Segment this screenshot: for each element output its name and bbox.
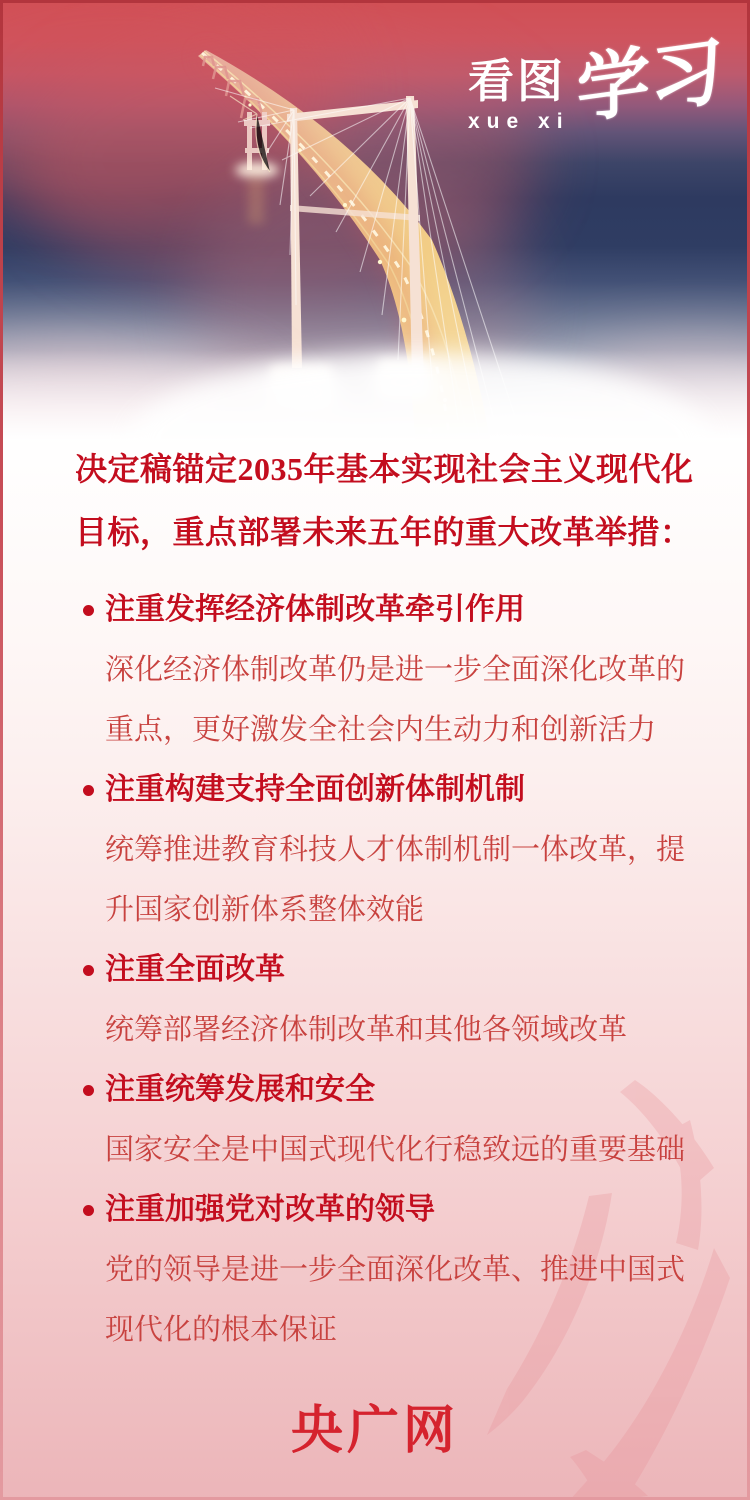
list-item <box>105 580 685 760</box>
bullet-title: 注重统筹发展和安全 <box>105 1073 375 1106</box>
bullet-title: 注重发挥经济体制改革牵引作用 <box>105 593 525 626</box>
logo-xuexi-calligraphy: 学习 <box>576 27 723 135</box>
list-item <box>105 760 685 940</box>
bridge-hero-image <box>0 0 750 440</box>
bullet-body: 统筹部署经济体制改革和其他各领域改革 <box>105 1014 628 1046</box>
bullet-body: 党的领导是进一步全面深化改革、推进中国式现代化的根本保证 <box>105 1254 686 1346</box>
bullet-body: 深化经济体制改革仍是进一步全面深化改革的重点，更好激发全社会内生动力和创新活力 <box>105 654 686 746</box>
list-item <box>105 1060 685 1180</box>
logo-pinyin-text: xue xi <box>468 110 570 133</box>
content-area <box>0 438 750 1360</box>
logo-kantu-text: 看图 <box>468 55 566 107</box>
bullet-title: 注重全面改革 <box>105 953 285 986</box>
headline: 决定稿锚定2035年基本实现社会主义现代化目标，重点部署未来五年的重大改革举措： <box>75 451 694 550</box>
list-item <box>105 1180 685 1360</box>
bullet-body: 国家安全是中国式现代化行稳致远的重要基础 <box>105 1134 686 1166</box>
bullet-body: 统筹推进教育科技人才体制机制一体改革，提升国家创新体系整体效能 <box>105 834 686 926</box>
bullet-list <box>75 580 695 1360</box>
bullet-title: 注重构建支持全面创新体制机制 <box>105 773 525 806</box>
list-item <box>105 940 685 1060</box>
bullet-title: 注重加强党对改革的领导 <box>105 1193 435 1226</box>
publisher-logo: 央广网 <box>290 1402 459 1460</box>
kantu-xuexi-logo <box>468 27 724 135</box>
